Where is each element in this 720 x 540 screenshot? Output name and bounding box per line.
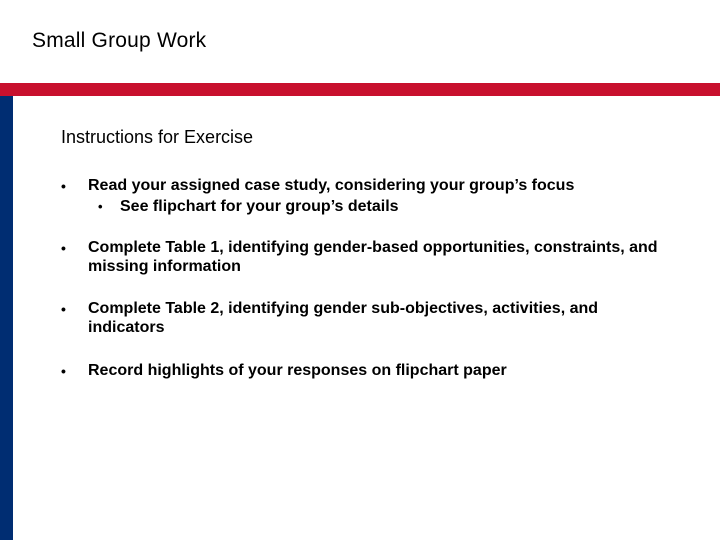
list-item-text: Complete Table 1, identifying gender-based opportunities, constraints, and missing information xyxy=(88,239,658,275)
sub-list-item-text: See flipchart for your group’s details xyxy=(120,198,399,215)
list-item-text: Read your assigned case study, considering your group’s focus xyxy=(88,177,575,194)
bullet-icon: • xyxy=(61,301,66,317)
list-item-text: Record highlights of your responses on flipchart paper xyxy=(88,362,507,379)
slide-title: Small Group Work xyxy=(32,29,207,52)
list-item-text: Complete Table 2, identifying gender sub-objectives, activities, and indicators xyxy=(88,300,599,336)
navy-side-bar xyxy=(0,96,13,540)
bullet-icon: • xyxy=(61,178,66,194)
sub-bullet-icon: • xyxy=(98,199,103,214)
bullet-icon: • xyxy=(61,240,66,256)
bullet-icon: • xyxy=(61,363,66,379)
red-header-bar xyxy=(0,83,720,96)
section-heading: Instructions for Exercise xyxy=(61,127,254,147)
